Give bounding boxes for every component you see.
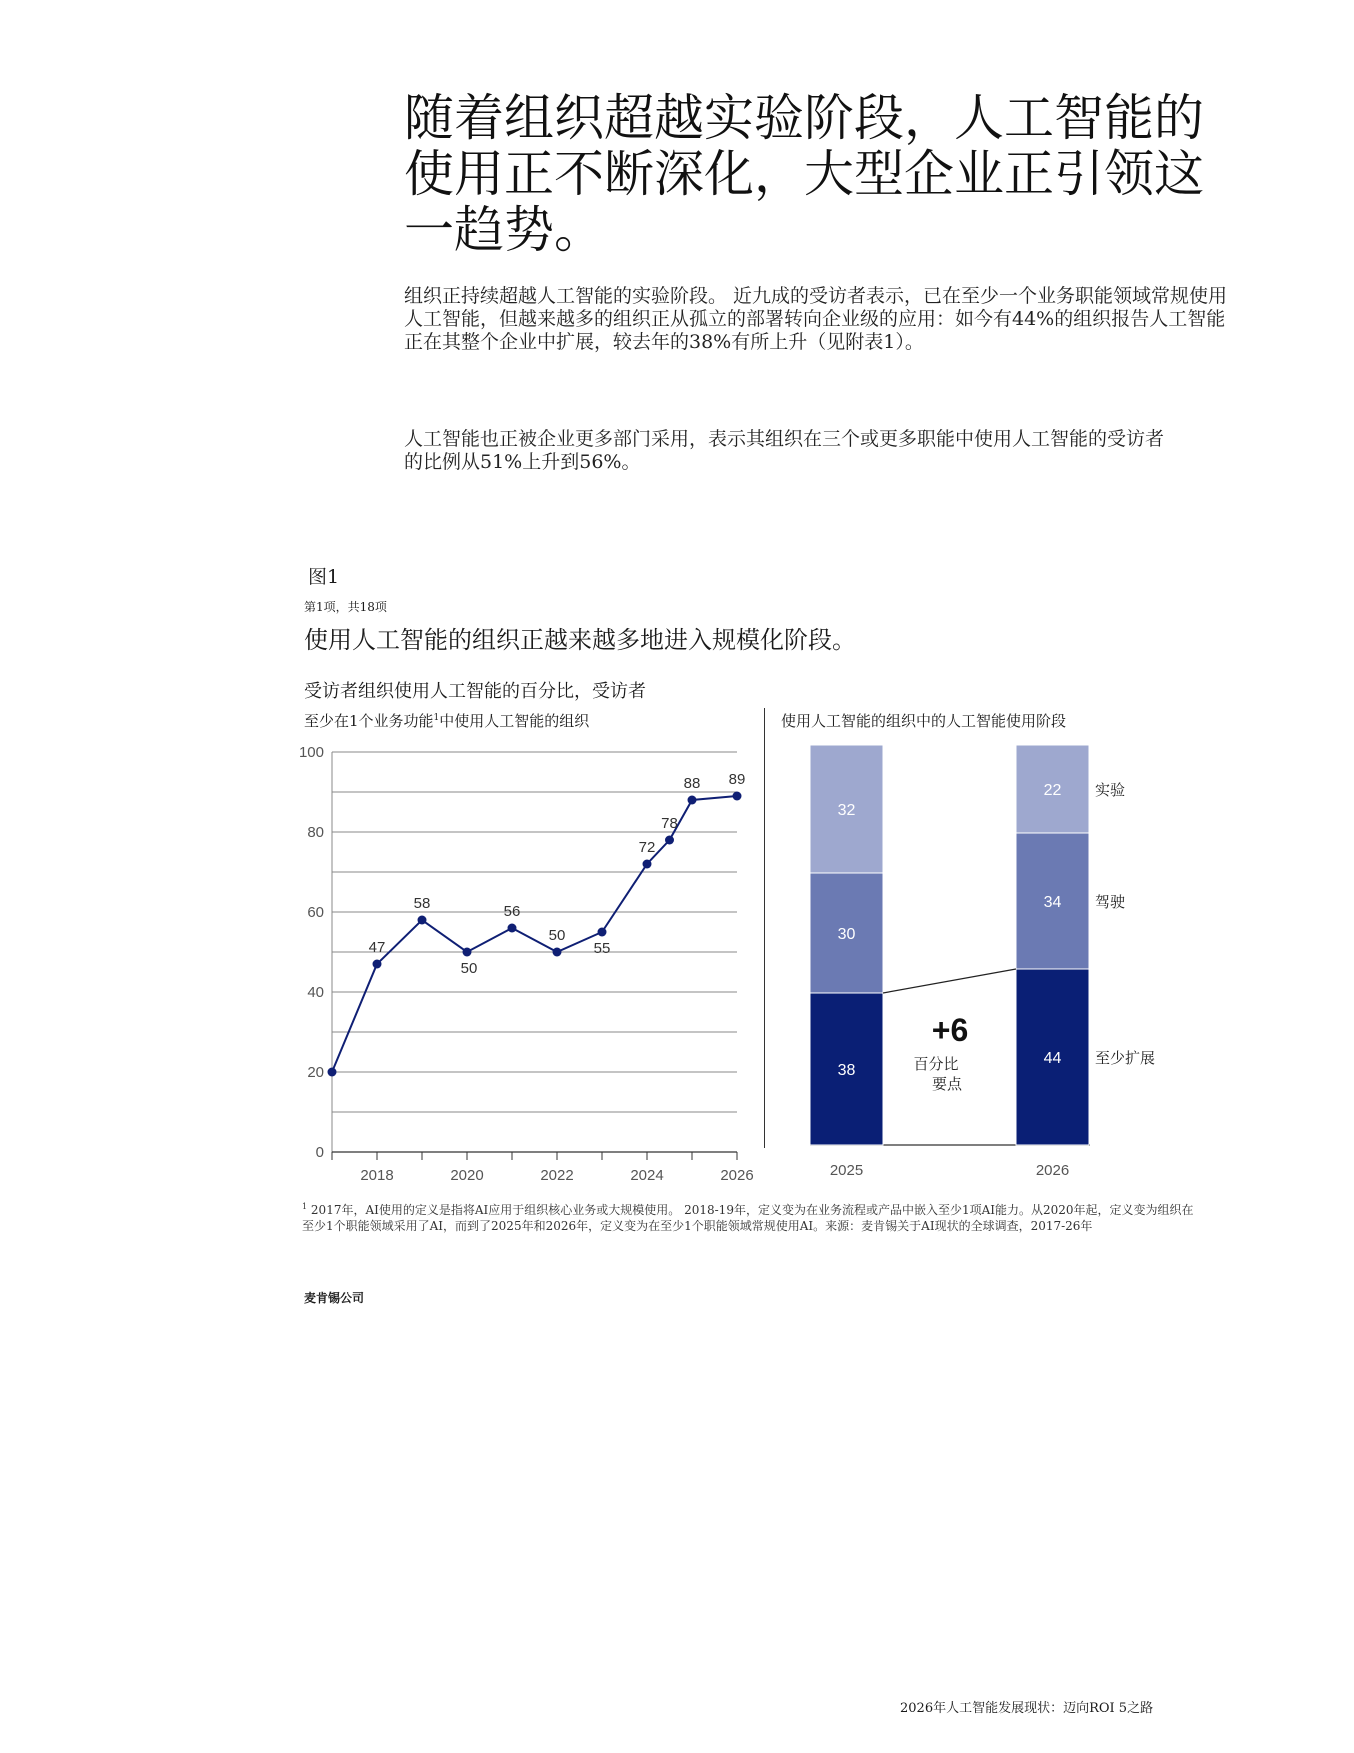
left-panel-title: 至少在1个业务功能$^1$中使用人工智能的组织 xyxy=(304,712,590,730)
page-footer: 2026年人工智能发展现状：迈向ROI 5之路 xyxy=(900,1701,1154,1716)
data-point xyxy=(733,792,742,801)
series-line xyxy=(332,796,737,1072)
data-point xyxy=(665,836,674,845)
x-tick-label: 2024 xyxy=(630,1167,664,1184)
delta-label: 要点 xyxy=(931,1076,963,1093)
bar-value-label: 38 xyxy=(837,1062,856,1079)
headline: 随着组织超越实验阶段，人工智能的使用正不断深化，大型企业正引领这一趋势。 xyxy=(404,89,1204,259)
x-tick-label: 2026 xyxy=(720,1167,754,1184)
data-label: 89 xyxy=(728,771,746,788)
brand-name: 麦肯锡公司 xyxy=(304,1291,365,1305)
bar-value-label: 30 xyxy=(837,926,856,943)
data-label: 47 xyxy=(368,939,386,956)
data-label: 88 xyxy=(683,775,701,792)
delta-value: +6 xyxy=(931,1012,969,1048)
data-label: 72 xyxy=(638,839,656,856)
series-label: 实验 xyxy=(1095,782,1126,799)
second-paragraph: 人工智能也正被企业更多部门采用，表示其组织在三个或更多职能中使用人工智能的受访者的比例从51%上升到56%。 xyxy=(404,428,1165,473)
figure-count: 第1项，共18项 xyxy=(304,600,387,614)
figure-subtitle: 受访者组织使用人工智能的百分比，受访者 xyxy=(304,681,646,702)
footnote-marker: 1 xyxy=(433,713,440,723)
series-label: 驾驶 xyxy=(1095,894,1126,911)
right-panel-title: 使用人工智能的组织中的人工智能使用阶段 xyxy=(781,712,1067,730)
series-label: 至少扩展 xyxy=(1095,1050,1156,1067)
y-tick-label: 40 xyxy=(307,984,324,1001)
data-point xyxy=(418,916,427,925)
panel-divider xyxy=(764,708,765,1148)
category-label: 2025 xyxy=(829,1162,864,1179)
data-point xyxy=(598,928,607,937)
y-tick-label: 80 xyxy=(307,824,324,841)
data-label: 55 xyxy=(593,940,611,957)
line-chart xyxy=(290,735,760,1185)
x-tick-label: 2018 xyxy=(360,1167,394,1184)
connector-line xyxy=(883,969,1016,993)
x-tick-label: 2020 xyxy=(450,1167,484,1184)
data-label: 56 xyxy=(503,903,521,920)
figure-title: 使用人工智能的组织正越来越多地进入规模化阶段。 xyxy=(304,626,856,654)
data-label: 50 xyxy=(460,960,478,977)
bar-value-label: 32 xyxy=(837,802,856,819)
stacked-bar-chart xyxy=(790,735,1170,1185)
data-point xyxy=(643,860,652,869)
data-point xyxy=(463,948,472,957)
y-tick-label: 0 xyxy=(315,1144,324,1161)
data-point xyxy=(688,796,697,805)
x-tick-label: 2022 xyxy=(540,1167,574,1184)
data-point xyxy=(328,1068,337,1077)
data-point xyxy=(373,960,382,969)
y-tick-label: 100 xyxy=(298,744,324,761)
delta-label: 百分比 xyxy=(913,1056,959,1073)
bar-value-label: 34 xyxy=(1043,894,1062,911)
intro-paragraph: 组织正持续超越人工智能的实验阶段。 近九成的受访者表示，已在至少一个业务职能领域常规使用人工智能，但越来越多的组织正从孤立的部署转向企业级的应用：如今有44%的组织报告人工智能正在其整个企业中扩展，较去年的38%有所上升（见附表1）。 xyxy=(404,285,1228,353)
data-point xyxy=(508,924,517,933)
data-label: 58 xyxy=(413,895,431,912)
data-label: 78 xyxy=(661,815,678,832)
data-label: 50 xyxy=(548,927,566,944)
y-tick-label: 60 xyxy=(307,904,324,921)
y-tick-label: 20 xyxy=(307,1064,324,1081)
category-label: 2026 xyxy=(1035,1162,1070,1179)
bar-value-label: 22 xyxy=(1043,782,1062,799)
bar-value-label: 44 xyxy=(1043,1050,1062,1067)
data-point xyxy=(553,948,562,957)
footnote: $^1$ 2017年，AI使用的定义是指将AI应用于组织核心业务或大规模使用。 2018-19年，定义变为在业务流程或产品中嵌入至少1项AI能力。从2020年起，定义变为组织在至少1个职能领域采用了AI，而到了2025年和2026年，定义变为在至少1个职能领域常规使用AI。来源：麦肯锡关于AI现状的全球调查，2017-26年 xyxy=(302,1202,1194,1233)
figure-label: 图1 xyxy=(308,566,340,588)
